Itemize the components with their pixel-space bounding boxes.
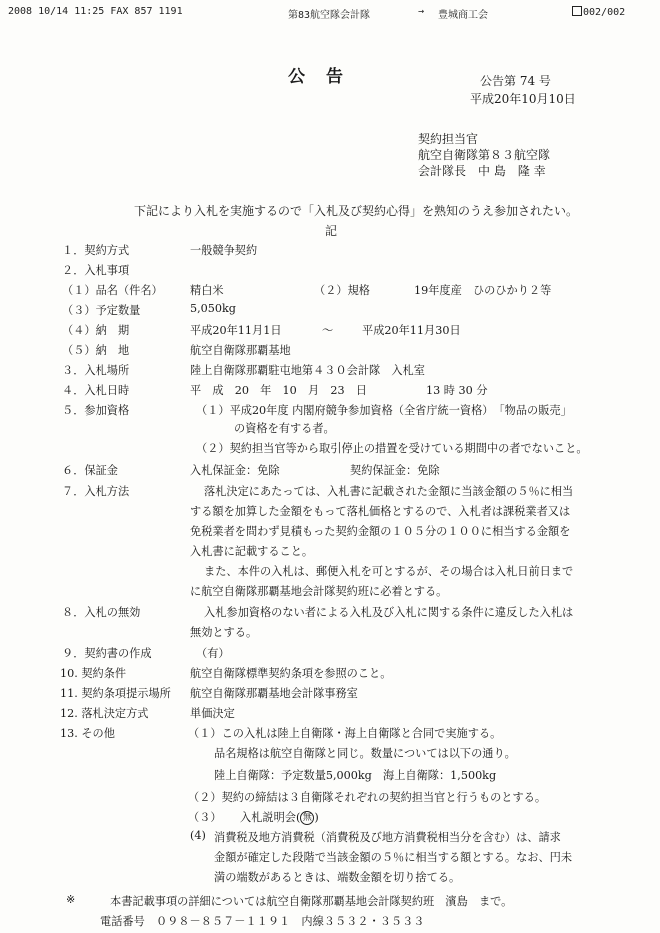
item-4-label: ４．入札日時 — [62, 384, 130, 397]
item-2-1-value: 精白米 — [190, 284, 224, 297]
issuer-role: 契約担当官 — [418, 132, 479, 146]
item-13-s4-num: (4) — [190, 829, 206, 842]
item-8-p1: 入札参加資格のない者による入札及び入札に関する条件に違反した入札は — [204, 606, 574, 619]
item-11-label: 11. 契約条項提示場所 — [60, 687, 171, 700]
item-3-value: 陸上自衛隊那覇駐屯地第４３０会計隊 入札室 — [190, 364, 425, 377]
item-5-line3: （２）契約担当官等から取引停止の措置を受けている期間中の者でないこと。 — [196, 442, 588, 455]
item-13-s3-num: （３） — [188, 811, 222, 824]
item-1-label: １．契約方式 — [62, 244, 130, 257]
item-7-p1: 落札決定にあたっては、入札書に記載された金額に当該金額の５％に相当 — [204, 485, 574, 498]
item-7-p6: に航空自衛隊那覇基地会計隊契約班に必着とする。 — [190, 585, 448, 598]
issuer-unit: 航空自衛隊第８３航空隊 — [418, 148, 551, 162]
item-2-2-label: （２）規格 — [314, 284, 370, 297]
item-6-contract: 契約保証金：免除 — [350, 464, 440, 477]
item-3-label: ３．入札場所 — [62, 364, 130, 377]
item-13-s1b: 品名規格は航空自衛隊と同じ。数量については以下の通り。 — [214, 747, 516, 760]
fax-arrow: → — [418, 6, 425, 17]
item-10-value: 航空自衛隊標準契約条項を参照のこと。 — [190, 667, 392, 680]
item-13-s1a: （１）この入札は陸上自衛隊・海上自衛隊と合同で実施する。 — [188, 727, 502, 740]
item-7-label: ７．入札方法 — [62, 485, 130, 498]
item-5-line2: の資格を有する者。 — [234, 422, 335, 435]
item-1-value: 一般競争契約 — [190, 244, 258, 257]
item-13-s3: 入札説明会( 無 ) — [240, 811, 319, 824]
item-6-bid: 入札保証金：免除 — [190, 464, 280, 477]
item-8-p2: 無効とする。 — [190, 626, 258, 639]
fax-datetime: 2008 10/14 11:25 FAX 857 1191 — [8, 6, 183, 17]
item-7-p4: 入札書に記載すること。 — [190, 545, 314, 558]
item-2-5-value: 航空自衛隊那覇基地 — [190, 344, 291, 357]
footer-note: 本書記載事項の詳細については航空自衛隊那覇基地会計隊契約班 濱島 まで。 — [110, 895, 513, 908]
intro-text: 下記により入札を実施するので「入札及び契約心得」を熟知のうえ参加されたい。 — [134, 204, 579, 218]
item-12-label: 12. 落札決定方式 — [60, 707, 149, 720]
item-2-5-label: （５）納 地 — [62, 344, 130, 357]
item-7-p3: 免税業者を問わず見積もった契約金額の１０５分の１００に相当する金額を — [190, 525, 571, 538]
item-2-1-label: （１）品名（件名） — [62, 284, 163, 297]
fax-page-number — [572, 6, 625, 18]
item-5-line1: （１）平成20年度 内閣府競争参加資格（全省庁統一資格） 「物品の販売」 — [196, 404, 572, 417]
notice-date: 平成20年10月10日 — [470, 92, 576, 106]
item-2-4-label: （４）納 期 — [62, 324, 130, 337]
item-13-s4b: 金額が確定した段階で当該金額の５％に相当する額とする。なお、円未 — [214, 851, 573, 864]
fax-page-count: 002/002 — [583, 7, 626, 18]
item-6-label: ６．保証金 — [62, 464, 118, 477]
item-13-s4a: 消費税及地方消費税（消費税及び地方消費税相当分を含む）は、請求 — [214, 831, 561, 844]
item-9-value: （有） — [196, 647, 230, 660]
item-2-3-value: 5,050kg — [190, 302, 236, 315]
item-7-p5: また、本件の入札は、郵便入札を可とするが、その場合は入札日前日まで — [204, 565, 574, 578]
item-2-2-value: 19年度産 ひのひかり２等 — [414, 284, 552, 297]
fax-recipient: 豊城商工会 — [438, 10, 488, 21]
fax-sender: 第83航空隊会計隊 — [288, 10, 371, 21]
circled-mark-icon: 無 — [300, 811, 314, 825]
item-12-value: 単価決定 — [190, 707, 235, 720]
item-2-3-label: （３）予定数量 — [62, 304, 141, 317]
item-13-s4c: 満の端数があるときは、端数金額を切り捨てる。 — [214, 871, 461, 884]
item-2-4-tilde: ～ — [322, 324, 334, 337]
item-5-label: ５．参加資格 — [62, 404, 130, 417]
issuer-name: 会計隊長 中 島 隆 幸 — [418, 164, 546, 178]
item-4-time: 13 時 30 分 — [426, 384, 488, 397]
item-13-s3-text: 入札説明会 — [240, 811, 296, 824]
item-13-label: 13. その他 — [60, 727, 115, 740]
item-2-label: ２．入札事項 — [62, 264, 130, 277]
item-13-s1c: 陸上自衛隊：予定数量5,000kg 海上自衛隊：1,500kg — [214, 769, 497, 782]
ki-heading: 記 — [325, 224, 338, 238]
item-8-label: ８．入札の無効 — [62, 606, 141, 619]
footer-mark: ※ — [66, 893, 76, 906]
item-11-value: 航空自衛隊那覇基地会計隊事務室 — [190, 687, 358, 700]
item-2-4-from: 平成20年11月1日 — [190, 324, 282, 337]
item-9-label: ９．契約書の作成 — [62, 647, 152, 660]
item-4-date: 平 成 20 年 10 月 23 日 — [190, 384, 367, 397]
fax-icon — [572, 6, 582, 16]
item-13-s2: （２）契約の締結は３自衛隊それぞれの契約担当官と行うものとする。 — [188, 791, 547, 804]
footer-phone: 電話番号 ０９８－８５７－１１９１ 内線３５３２・３５３３ — [100, 915, 425, 928]
notice-number: 公告第 74 号 — [480, 74, 551, 88]
item-10-label: 10. 契約条件 — [60, 667, 127, 680]
notice-title: 公 告 — [288, 67, 345, 87]
item-7-p2: する額を加算した金額をもって落札価格とするので、入札者は課税業者又は — [190, 505, 571, 518]
item-2-4-to: 平成20年11月30日 — [362, 324, 461, 337]
